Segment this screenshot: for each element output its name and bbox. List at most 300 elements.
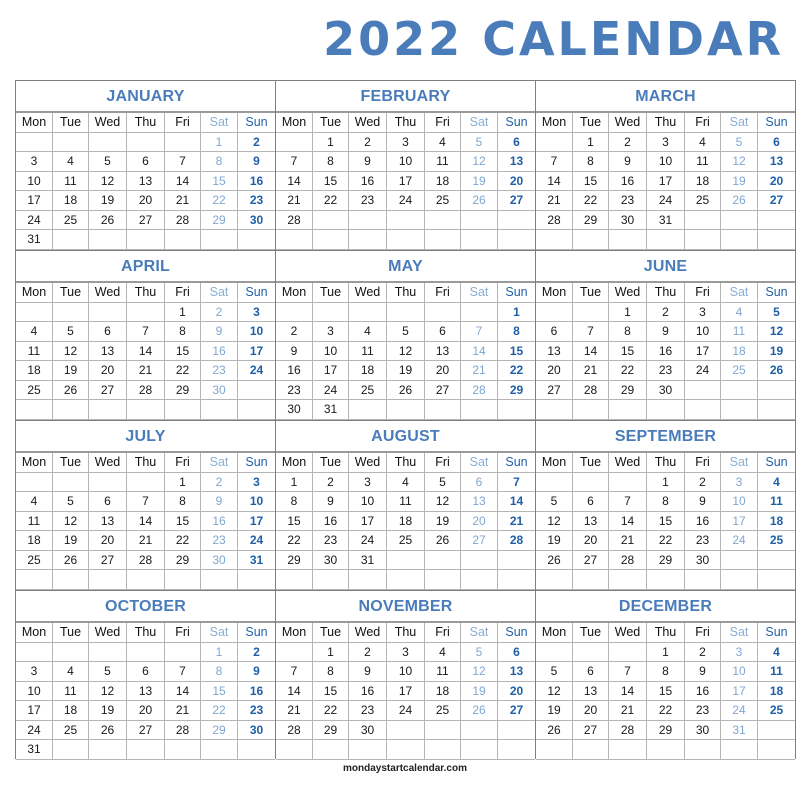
day-cell: 5 xyxy=(536,492,573,512)
empty-day-cell xyxy=(461,211,498,231)
weekday-header: Thu xyxy=(387,453,425,473)
empty-day-cell xyxy=(461,721,498,741)
day-cell: 20 xyxy=(127,191,165,211)
weekday-header: Sun xyxy=(758,453,795,473)
day-cell: 29 xyxy=(276,551,313,571)
weekday-header: Wed xyxy=(89,283,127,303)
day-cell: 18 xyxy=(425,682,461,702)
day-cell: 29 xyxy=(647,551,685,571)
day-cell: 18 xyxy=(425,172,461,192)
empty-day-cell xyxy=(53,230,89,250)
day-cell: 15 xyxy=(647,682,685,702)
day-cell: 23 xyxy=(647,361,685,381)
day-cell: 7 xyxy=(276,662,313,682)
day-cell: 16 xyxy=(201,512,238,532)
empty-day-cell xyxy=(573,570,609,590)
day-cell: 27 xyxy=(127,721,165,741)
month-days-table xyxy=(16,282,275,420)
empty-day-cell xyxy=(573,303,609,323)
empty-day-cell xyxy=(238,740,275,760)
day-cell: 19 xyxy=(721,172,758,192)
day-cell: 23 xyxy=(609,191,647,211)
weekday-header: Mon xyxy=(16,283,53,303)
day-cell: 7 xyxy=(609,662,647,682)
day-cell: 18 xyxy=(758,682,795,702)
day-cell: 8 xyxy=(313,662,349,682)
weekday-header: Fri xyxy=(685,283,721,303)
weekday-header: Sat xyxy=(201,623,238,643)
footer-website: mondaystartcalendar.com xyxy=(343,763,467,774)
day-cell: 25 xyxy=(16,551,53,571)
empty-day-cell xyxy=(609,740,647,760)
day-cell: 16 xyxy=(276,361,313,381)
day-cell: 29 xyxy=(165,381,201,401)
month-name: DECEMBER xyxy=(536,591,795,622)
weekday-header: Mon xyxy=(536,283,573,303)
day-cell: 28 xyxy=(276,721,313,741)
day-cell: 4 xyxy=(16,492,53,512)
weekday-header: Wed xyxy=(349,623,387,643)
page-title: 2022 CALENDAR xyxy=(323,12,784,66)
empty-day-cell xyxy=(536,643,573,663)
empty-day-cell xyxy=(758,230,795,250)
day-cell: 26 xyxy=(89,211,127,231)
empty-day-cell xyxy=(573,400,609,420)
day-cell: 17 xyxy=(313,361,349,381)
day-cell: 19 xyxy=(89,701,127,721)
day-cell: 26 xyxy=(461,191,498,211)
day-cell: 10 xyxy=(387,152,425,172)
day-cell: 15 xyxy=(609,342,647,362)
day-cell: 7 xyxy=(165,662,201,682)
weekday-header: Sun xyxy=(758,113,795,133)
day-cell: 26 xyxy=(387,381,425,401)
day-cell: 28 xyxy=(165,721,201,741)
day-cell: 20 xyxy=(573,701,609,721)
weekday-header: Tue xyxy=(53,283,89,303)
empty-day-cell xyxy=(758,740,795,760)
day-cell: 17 xyxy=(16,191,53,211)
day-cell: 28 xyxy=(536,211,573,231)
day-cell: 8 xyxy=(201,152,238,172)
empty-day-cell xyxy=(685,570,721,590)
day-cell: 21 xyxy=(127,531,165,551)
weekday-header: Mon xyxy=(536,623,573,643)
empty-day-cell xyxy=(721,570,758,590)
weekday-header: Sat xyxy=(201,283,238,303)
day-cell: 29 xyxy=(647,721,685,741)
month-march xyxy=(536,81,795,250)
empty-day-cell xyxy=(53,303,89,323)
empty-day-cell xyxy=(53,133,89,153)
day-cell: 24 xyxy=(721,531,758,551)
empty-day-cell xyxy=(609,473,647,493)
day-cell: 22 xyxy=(498,361,535,381)
weekday-header: Sun xyxy=(238,623,275,643)
empty-day-cell xyxy=(276,230,313,250)
empty-day-cell xyxy=(238,381,275,401)
day-cell: 17 xyxy=(238,512,275,532)
weekday-header: Fri xyxy=(165,283,201,303)
empty-day-cell xyxy=(573,643,609,663)
day-cell: 5 xyxy=(53,492,89,512)
month-name: APRIL xyxy=(16,251,275,282)
day-cell: 23 xyxy=(238,701,275,721)
day-cell: 21 xyxy=(573,361,609,381)
day-cell: 3 xyxy=(238,303,275,323)
day-cell: 17 xyxy=(647,172,685,192)
day-cell: 30 xyxy=(201,551,238,571)
day-cell: 4 xyxy=(425,643,461,663)
empty-day-cell xyxy=(201,400,238,420)
day-cell: 19 xyxy=(461,682,498,702)
weekday-header: Wed xyxy=(89,453,127,473)
day-cell: 5 xyxy=(89,152,127,172)
empty-day-cell xyxy=(721,740,758,760)
day-cell: 26 xyxy=(89,721,127,741)
day-cell: 30 xyxy=(685,721,721,741)
empty-day-cell xyxy=(498,740,535,760)
day-cell: 3 xyxy=(238,473,275,493)
day-cell: 15 xyxy=(498,342,535,362)
day-cell: 29 xyxy=(609,381,647,401)
day-cell: 18 xyxy=(387,512,425,532)
day-cell: 14 xyxy=(461,342,498,362)
empty-day-cell xyxy=(536,230,573,250)
empty-day-cell xyxy=(313,230,349,250)
day-cell: 18 xyxy=(16,531,53,551)
month-name: JANUARY xyxy=(16,81,275,112)
month-name: JULY xyxy=(16,421,275,452)
day-cell: 21 xyxy=(461,361,498,381)
day-cell: 18 xyxy=(349,361,387,381)
month-name: SEPTEMBER xyxy=(536,421,795,452)
empty-day-cell xyxy=(685,740,721,760)
empty-day-cell xyxy=(127,133,165,153)
day-cell: 13 xyxy=(127,172,165,192)
month-november xyxy=(276,591,535,760)
weekday-header: Tue xyxy=(53,623,89,643)
month-days-table xyxy=(16,622,275,760)
day-cell: 10 xyxy=(387,662,425,682)
empty-day-cell xyxy=(536,473,573,493)
empty-day-cell xyxy=(758,400,795,420)
day-cell: 23 xyxy=(276,381,313,401)
empty-day-cell xyxy=(387,303,425,323)
empty-day-cell xyxy=(498,721,535,741)
empty-day-cell xyxy=(721,381,758,401)
day-cell: 30 xyxy=(647,381,685,401)
day-cell: 21 xyxy=(165,191,201,211)
empty-day-cell xyxy=(313,740,349,760)
day-cell: 2 xyxy=(313,473,349,493)
empty-day-cell xyxy=(758,381,795,401)
day-cell: 23 xyxy=(201,531,238,551)
day-cell: 12 xyxy=(53,342,89,362)
day-cell: 24 xyxy=(16,211,53,231)
weekday-header: Tue xyxy=(573,283,609,303)
empty-day-cell xyxy=(127,740,165,760)
day-cell: 24 xyxy=(238,531,275,551)
empty-day-cell xyxy=(127,643,165,663)
day-cell: 2 xyxy=(238,133,275,153)
empty-day-cell xyxy=(349,211,387,231)
day-cell: 28 xyxy=(609,551,647,571)
day-cell: 13 xyxy=(573,512,609,532)
weekday-header: Mon xyxy=(16,623,53,643)
day-cell: 27 xyxy=(573,551,609,571)
day-cell: 26 xyxy=(536,551,573,571)
empty-day-cell xyxy=(536,303,573,323)
empty-day-cell xyxy=(609,643,647,663)
weekday-header: Sat xyxy=(461,113,498,133)
day-cell: 26 xyxy=(53,551,89,571)
weekday-header: Wed xyxy=(89,113,127,133)
day-cell: 3 xyxy=(721,473,758,493)
day-cell: 2 xyxy=(685,643,721,663)
empty-day-cell xyxy=(165,400,201,420)
weekday-header: Thu xyxy=(387,623,425,643)
day-cell: 31 xyxy=(238,551,275,571)
empty-day-cell xyxy=(127,400,165,420)
day-cell: 31 xyxy=(16,740,53,760)
empty-day-cell xyxy=(758,721,795,741)
day-cell: 16 xyxy=(201,342,238,362)
day-cell: 5 xyxy=(461,643,498,663)
day-cell: 22 xyxy=(647,531,685,551)
year-calendar-grid xyxy=(15,80,796,759)
day-cell: 19 xyxy=(461,172,498,192)
day-cell: 11 xyxy=(685,152,721,172)
day-cell: 17 xyxy=(721,682,758,702)
weekday-header: Sat xyxy=(721,453,758,473)
day-cell: 21 xyxy=(127,361,165,381)
day-cell: 15 xyxy=(313,682,349,702)
day-cell: 15 xyxy=(276,512,313,532)
empty-day-cell xyxy=(685,381,721,401)
day-cell: 8 xyxy=(609,322,647,342)
day-cell: 14 xyxy=(498,492,535,512)
day-cell: 12 xyxy=(387,342,425,362)
day-cell: 12 xyxy=(536,682,573,702)
day-cell: 29 xyxy=(498,381,535,401)
day-cell: 9 xyxy=(685,492,721,512)
day-cell: 2 xyxy=(201,303,238,323)
day-cell: 2 xyxy=(609,133,647,153)
day-cell: 15 xyxy=(201,172,238,192)
empty-day-cell xyxy=(165,230,201,250)
weekday-header: Sat xyxy=(201,113,238,133)
weekday-header: Mon xyxy=(16,453,53,473)
day-cell: 21 xyxy=(276,701,313,721)
day-cell: 24 xyxy=(387,701,425,721)
empty-day-cell xyxy=(387,551,425,571)
empty-day-cell xyxy=(758,211,795,231)
day-cell: 13 xyxy=(758,152,795,172)
empty-day-cell xyxy=(165,133,201,153)
day-cell: 14 xyxy=(609,682,647,702)
day-cell: 13 xyxy=(89,342,127,362)
day-cell: 28 xyxy=(573,381,609,401)
month-june xyxy=(536,251,795,420)
weekday-header: Wed xyxy=(89,623,127,643)
month-days-table xyxy=(16,112,275,250)
day-cell: 2 xyxy=(647,303,685,323)
month-name: FEBRUARY xyxy=(276,81,535,112)
day-cell: 29 xyxy=(201,211,238,231)
month-april xyxy=(16,251,275,420)
weekday-header: Tue xyxy=(313,623,349,643)
empty-day-cell xyxy=(16,400,53,420)
day-cell: 13 xyxy=(425,342,461,362)
weekday-header: Thu xyxy=(127,113,165,133)
empty-day-cell xyxy=(461,230,498,250)
day-cell: 19 xyxy=(89,191,127,211)
day-cell: 15 xyxy=(573,172,609,192)
day-cell: 27 xyxy=(461,531,498,551)
empty-day-cell xyxy=(349,303,387,323)
empty-day-cell xyxy=(609,400,647,420)
day-cell: 10 xyxy=(16,682,53,702)
day-cell: 11 xyxy=(53,682,89,702)
day-cell: 4 xyxy=(685,133,721,153)
day-cell: 11 xyxy=(16,342,53,362)
day-cell: 20 xyxy=(127,701,165,721)
weekday-header: Mon xyxy=(276,453,313,473)
day-cell: 12 xyxy=(89,682,127,702)
day-cell: 6 xyxy=(573,662,609,682)
empty-day-cell xyxy=(276,570,313,590)
month-days-table xyxy=(16,452,275,590)
day-cell: 2 xyxy=(685,473,721,493)
day-cell: 26 xyxy=(758,361,795,381)
empty-day-cell xyxy=(89,643,127,663)
month-name: NOVEMBER xyxy=(276,591,535,622)
day-cell: 4 xyxy=(53,662,89,682)
day-cell: 24 xyxy=(387,191,425,211)
day-cell: 20 xyxy=(758,172,795,192)
day-cell: 18 xyxy=(685,172,721,192)
day-cell: 20 xyxy=(89,531,127,551)
day-cell: 8 xyxy=(313,152,349,172)
weekday-header: Sun xyxy=(498,623,535,643)
day-cell: 4 xyxy=(758,473,795,493)
day-cell: 1 xyxy=(165,473,201,493)
weekday-header: Fri xyxy=(165,453,201,473)
day-cell: 11 xyxy=(425,662,461,682)
month-october xyxy=(16,591,275,760)
day-cell: 1 xyxy=(276,473,313,493)
day-cell: 13 xyxy=(573,682,609,702)
day-cell: 30 xyxy=(201,381,238,401)
empty-day-cell xyxy=(685,211,721,231)
day-cell: 6 xyxy=(127,152,165,172)
day-cell: 9 xyxy=(609,152,647,172)
month-days-table xyxy=(536,112,795,250)
day-cell: 24 xyxy=(721,701,758,721)
empty-day-cell xyxy=(536,400,573,420)
empty-day-cell xyxy=(387,721,425,741)
day-cell: 22 xyxy=(313,191,349,211)
weekday-header: Wed xyxy=(349,113,387,133)
weekday-header: Sun xyxy=(238,283,275,303)
day-cell: 8 xyxy=(165,322,201,342)
day-cell: 12 xyxy=(461,152,498,172)
day-cell: 12 xyxy=(758,322,795,342)
day-cell: 5 xyxy=(425,473,461,493)
day-cell: 11 xyxy=(425,152,461,172)
weekday-header: Tue xyxy=(313,113,349,133)
weekday-header: Tue xyxy=(53,453,89,473)
day-cell: 1 xyxy=(313,643,349,663)
day-cell: 25 xyxy=(425,191,461,211)
month-days-table xyxy=(536,282,795,420)
empty-day-cell xyxy=(53,740,89,760)
month-july xyxy=(16,421,275,590)
day-cell: 6 xyxy=(89,322,127,342)
day-cell: 13 xyxy=(498,152,535,172)
day-cell: 5 xyxy=(89,662,127,682)
month-name: OCTOBER xyxy=(16,591,275,622)
day-cell: 29 xyxy=(165,551,201,571)
weekday-header: Tue xyxy=(573,623,609,643)
day-cell: 1 xyxy=(313,133,349,153)
weekday-header: Sun xyxy=(238,113,275,133)
day-cell: 19 xyxy=(53,531,89,551)
day-cell: 22 xyxy=(201,701,238,721)
day-cell: 14 xyxy=(165,172,201,192)
day-cell: 27 xyxy=(573,721,609,741)
weekday-header: Sat xyxy=(721,283,758,303)
empty-day-cell xyxy=(127,230,165,250)
day-cell: 5 xyxy=(53,322,89,342)
day-cell: 1 xyxy=(647,473,685,493)
day-cell: 30 xyxy=(685,551,721,571)
day-cell: 25 xyxy=(758,531,795,551)
empty-day-cell xyxy=(276,643,313,663)
empty-day-cell xyxy=(498,400,535,420)
day-cell: 8 xyxy=(573,152,609,172)
day-cell: 30 xyxy=(276,400,313,420)
day-cell: 25 xyxy=(349,381,387,401)
weekday-header: Thu xyxy=(647,453,685,473)
empty-day-cell xyxy=(425,570,461,590)
weekday-header: Tue xyxy=(53,113,89,133)
month-days-table xyxy=(536,452,795,590)
empty-day-cell xyxy=(313,570,349,590)
day-cell: 29 xyxy=(201,721,238,741)
day-cell: 22 xyxy=(609,361,647,381)
day-cell: 15 xyxy=(313,172,349,192)
day-cell: 4 xyxy=(53,152,89,172)
day-cell: 28 xyxy=(276,211,313,231)
empty-day-cell xyxy=(16,303,53,323)
weekday-header: Sat xyxy=(201,453,238,473)
day-cell: 10 xyxy=(721,662,758,682)
day-cell: 13 xyxy=(536,342,573,362)
day-cell: 25 xyxy=(53,721,89,741)
day-cell: 20 xyxy=(498,172,535,192)
day-cell: 8 xyxy=(165,492,201,512)
day-cell: 3 xyxy=(387,643,425,663)
empty-day-cell xyxy=(165,740,201,760)
day-cell: 27 xyxy=(89,551,127,571)
day-cell: 4 xyxy=(425,133,461,153)
day-cell: 12 xyxy=(425,492,461,512)
day-cell: 9 xyxy=(349,152,387,172)
day-cell: 4 xyxy=(758,643,795,663)
empty-day-cell xyxy=(461,570,498,590)
